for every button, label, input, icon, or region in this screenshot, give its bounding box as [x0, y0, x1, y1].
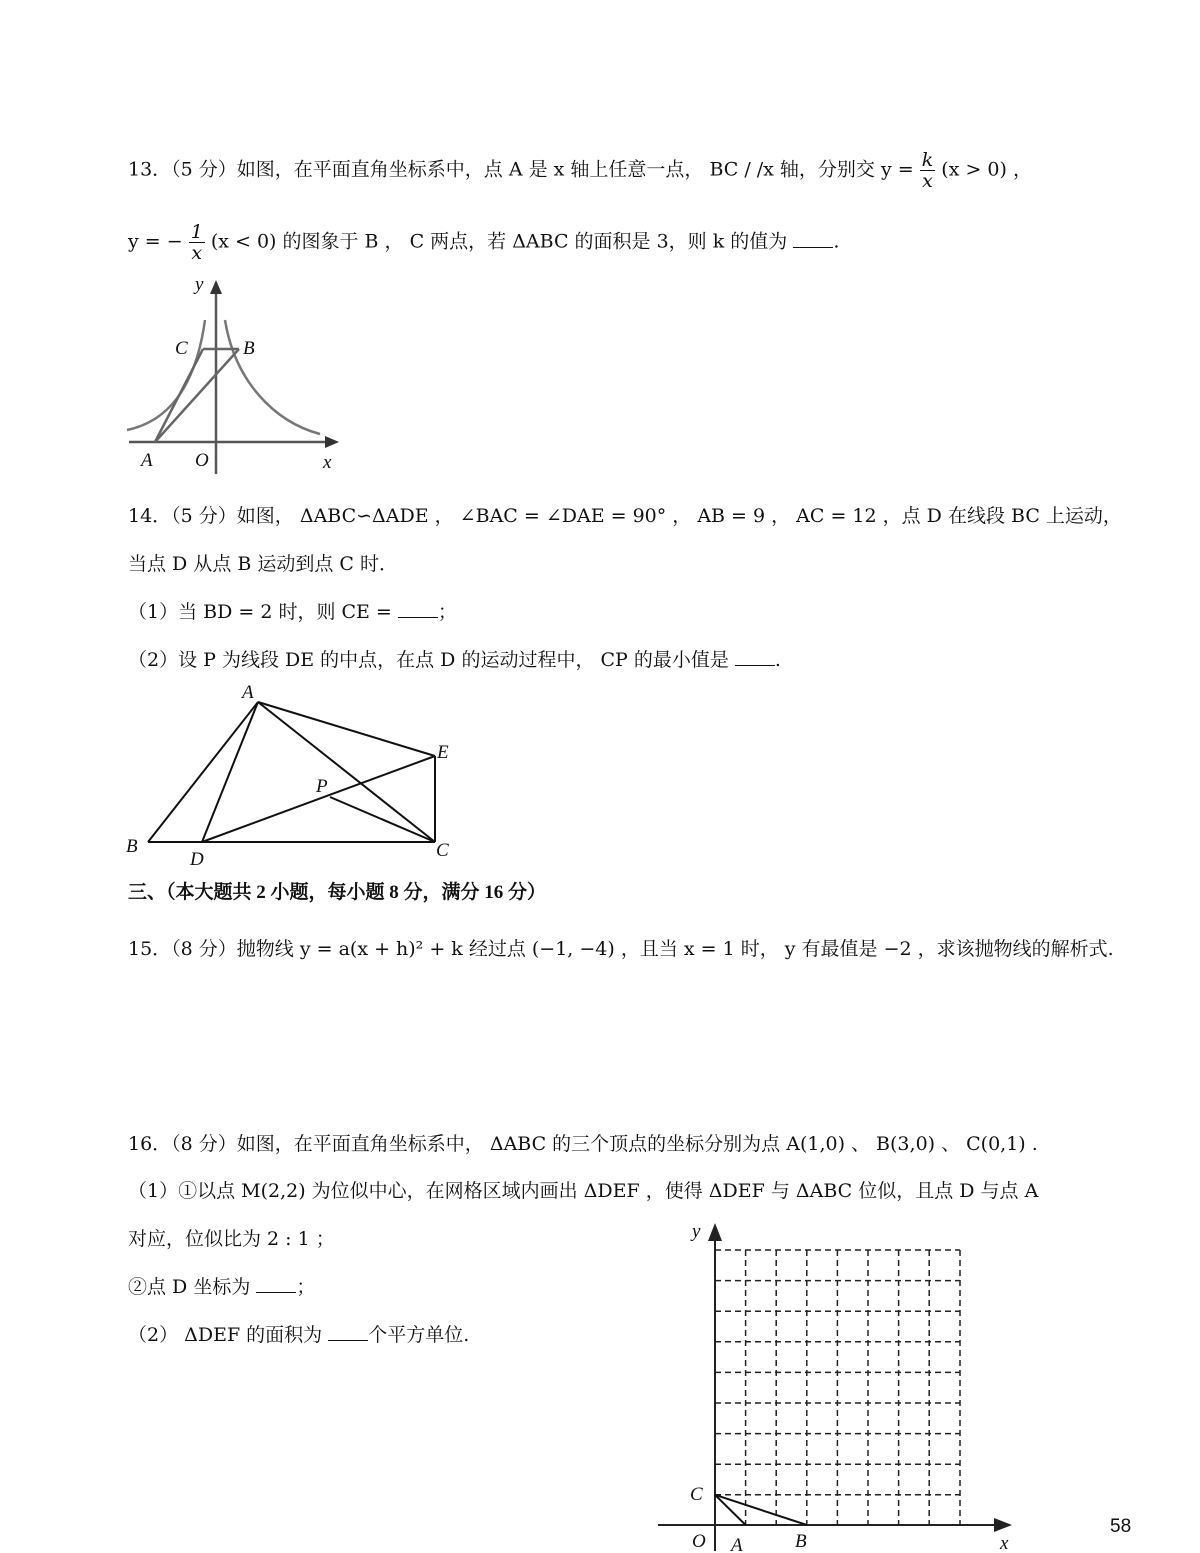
q16-line4 [128, 1273, 315, 1301]
q14-part2-end: . [774, 649, 781, 671]
fig16-label-A: A [731, 1535, 743, 1553]
fig14-segment-PC [330, 797, 435, 842]
fig16-label-x: x [1000, 1533, 1009, 1553]
q16-line1: 16．（8 分）如图，在平面直角坐标系中， ΔABC 的三个顶点的坐标分别为点 A(1,0) 、 B(3,0) 、 C(0,1) . [128, 1133, 1038, 1155]
q14-part2 [128, 646, 781, 674]
q16-line4-end: ； [296, 1276, 316, 1298]
q13-line1-suffix: (x > 0) ， [941, 158, 1032, 181]
q13-frac1-denominator: x [922, 170, 933, 192]
fig16-segment-CB [715, 1495, 807, 1525]
figure-14 [120, 680, 465, 870]
fig13-label-y: y [195, 274, 204, 295]
q16-line5-text: （2） ΔDEF 的面积为 [128, 1324, 323, 1346]
q13-frac2-denominator: x [191, 242, 203, 264]
fig13-label-O: O [195, 450, 209, 471]
q14-part2-answer-blank[interactable] [735, 647, 775, 666]
fig13-x-arrow [325, 436, 339, 448]
q16-point-D-answer-blank[interactable] [256, 1274, 296, 1293]
q13-answer-blank[interactable] [793, 229, 833, 248]
q16-line4-text: ②点 D 坐标为 [128, 1276, 251, 1298]
fig16-x-arrow [994, 1518, 1012, 1532]
fig16-y-arrow [708, 1223, 722, 1241]
fig13-label-B: B [243, 338, 255, 359]
fig16-label-C: C [690, 1484, 703, 1505]
q13-line2-text: (x < 0) 的图象于 B ， C 两点，若 ΔABC 的面积是 3，则 k 的值为 [210, 230, 788, 253]
q16-line3: 对应，位似比为 2 : 1 ； [128, 1228, 335, 1250]
fig14-label-C: C [436, 840, 449, 861]
q13-line2-prefix: y = − [128, 230, 183, 253]
q16-area-answer-blank[interactable] [328, 1322, 368, 1341]
q13-fraction-1-over-x [189, 222, 205, 263]
fig13-label-A: A [141, 450, 153, 471]
q16-line2: （1）①以点 M(2,2) 为位似中心，在网格区域内画出 ΔDEF ，使得 ΔDEF 与 ΔABC 位似，且点 D 与点 A [128, 1180, 1039, 1202]
q13-frac2-numerator: 1 [190, 221, 203, 243]
q16-line5-end: 个平方单位. [368, 1324, 470, 1346]
q14-part2-text: （2）设 P 为线段 DE 的中点，在点 D 的运动过程中， CP 的最小值是 [128, 649, 729, 671]
q13-line1 [128, 150, 1032, 191]
fig16-label-O: O [692, 1531, 706, 1552]
fig13-label-x: x [323, 452, 332, 473]
fig16-label-B: B [795, 1531, 807, 1552]
fig13-curve-left [127, 320, 205, 430]
q14-part1-end: ； [437, 601, 457, 623]
figure-13 [125, 272, 355, 477]
q14-part1-text: （1）当 BD = 2 时，则 CE = [128, 601, 392, 623]
fig14-label-D: D [190, 849, 204, 870]
q15-text: 15．（8 分）抛物线 y = a(x + h)² + k 经过点 (−1, −4) ，且当 x = 1 时， y 有最值是 −2 ，求该抛物线的解析式. [128, 938, 1114, 960]
q13-fraction-k-over-x [920, 150, 936, 191]
page-number: 58 [1110, 1516, 1132, 1537]
fig16-label-y: y [692, 1221, 701, 1242]
fig13-curve-right [225, 320, 320, 434]
fig13-label-C: C [175, 338, 188, 359]
fig14-segment-AC [258, 702, 435, 842]
q14-line1: 14．（5 分）如图， ΔABC∽ΔADE ， ∠BAC = ∠DAE = 90° ， AB = 9 ， AC = 12 ，点 D 在线段 BC 上运动， [128, 505, 1122, 527]
section-3-heading: 三、（本大题共 2 小题，每小题 8 分，满分 16 分） [128, 882, 547, 903]
q13-line2-end: . [833, 230, 840, 253]
q13-frac1-numerator: k [921, 149, 934, 171]
fig14-segment-AD [202, 702, 258, 842]
q13-line2 [128, 222, 839, 263]
q14-part1-answer-blank[interactable] [398, 599, 438, 618]
fig14-segment-AE [258, 702, 435, 756]
figure-16 [650, 1215, 1025, 1553]
fig14-segment-DE [202, 756, 435, 842]
fig14-label-A: A [242, 682, 254, 703]
fig16-grid [715, 1250, 960, 1525]
fig14-label-B: B [126, 836, 138, 857]
fig14-segment-AB [148, 702, 258, 842]
fig14-label-E: E [437, 742, 449, 763]
q14-line2: 当点 D 从点 B 运动到点 C 时． [128, 553, 398, 575]
q13-line1-text: 13．（5 分）如图，在平面直角坐标系中，点 A 是 x 轴上任意一点， BC / /x 轴，分别交 y = [128, 158, 914, 181]
fig13-y-arrow [210, 280, 222, 294]
q16-line5 [128, 1321, 469, 1349]
fig14-label-P: P [316, 776, 328, 797]
q14-part1 [128, 598, 457, 626]
